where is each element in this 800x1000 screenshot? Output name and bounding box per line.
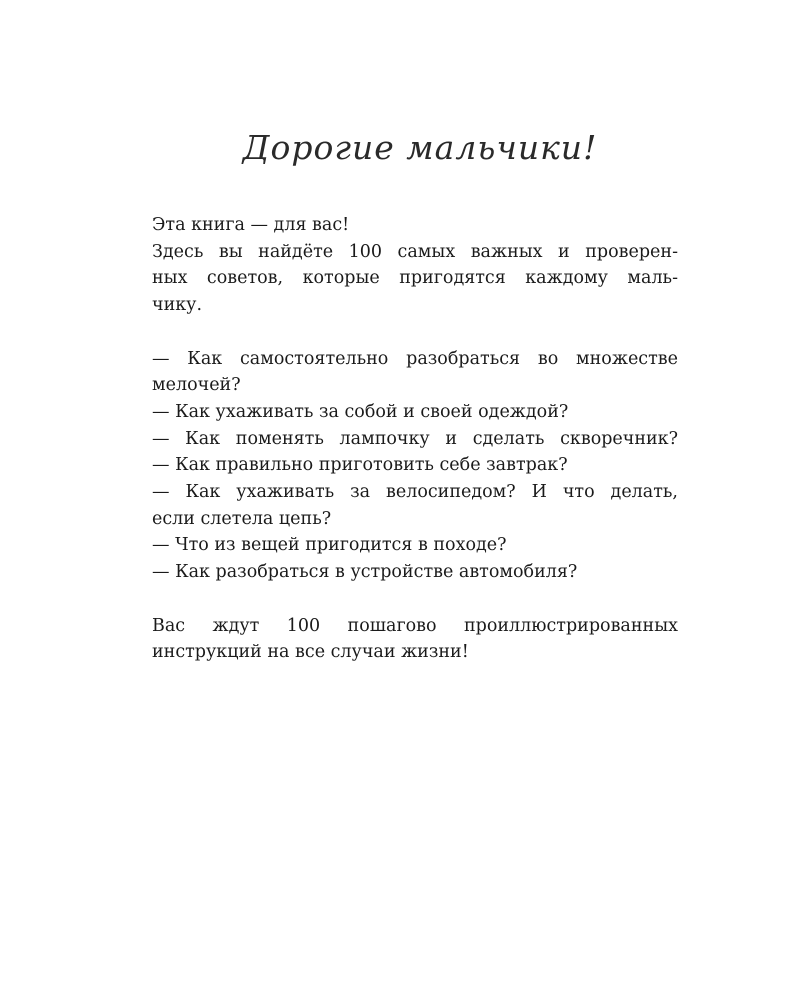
intro-line: Эта книга — для вас! — [152, 215, 350, 235]
question-line: если слетела цепь? — [152, 508, 332, 529]
question-line: — Как ухаживать за велосипедом? И что делать, — [152, 482, 678, 503]
question-line: мелочей? — [152, 375, 241, 396]
question-line: — Что из вещей пригодится в походе? — [152, 535, 507, 556]
intro-line: чику. — [152, 295, 203, 316]
question-line: — Как правильно приготовить себе завтрак? — [152, 455, 568, 476]
question-line: — Как ухаживать за собой и своей одеждой? — [152, 401, 569, 422]
closing-line: Вас ждут 100 пошагово проиллюстрированных — [152, 615, 678, 636]
paragraph-gap — [152, 586, 678, 613]
question-line: — Как разобраться в устройстве автомобиля? — [152, 562, 578, 583]
closing-line: инструкций на все случаи жизни! — [152, 642, 469, 663]
page-title: Дорогие мальчики! — [242, 128, 598, 167]
question-line: — Как самостоятельно разобраться во множестве — [152, 348, 678, 369]
intro-line: Здесь вы найдёте 100 самых важных и проверен- — [152, 241, 678, 262]
question-line: — Как поменять лампочку и сделать скворечник? — [152, 428, 678, 449]
paragraph-gap — [152, 319, 678, 346]
intro-line: ных советов, которые пригодятся каждому маль- — [152, 268, 678, 289]
page-body — [152, 212, 678, 666]
